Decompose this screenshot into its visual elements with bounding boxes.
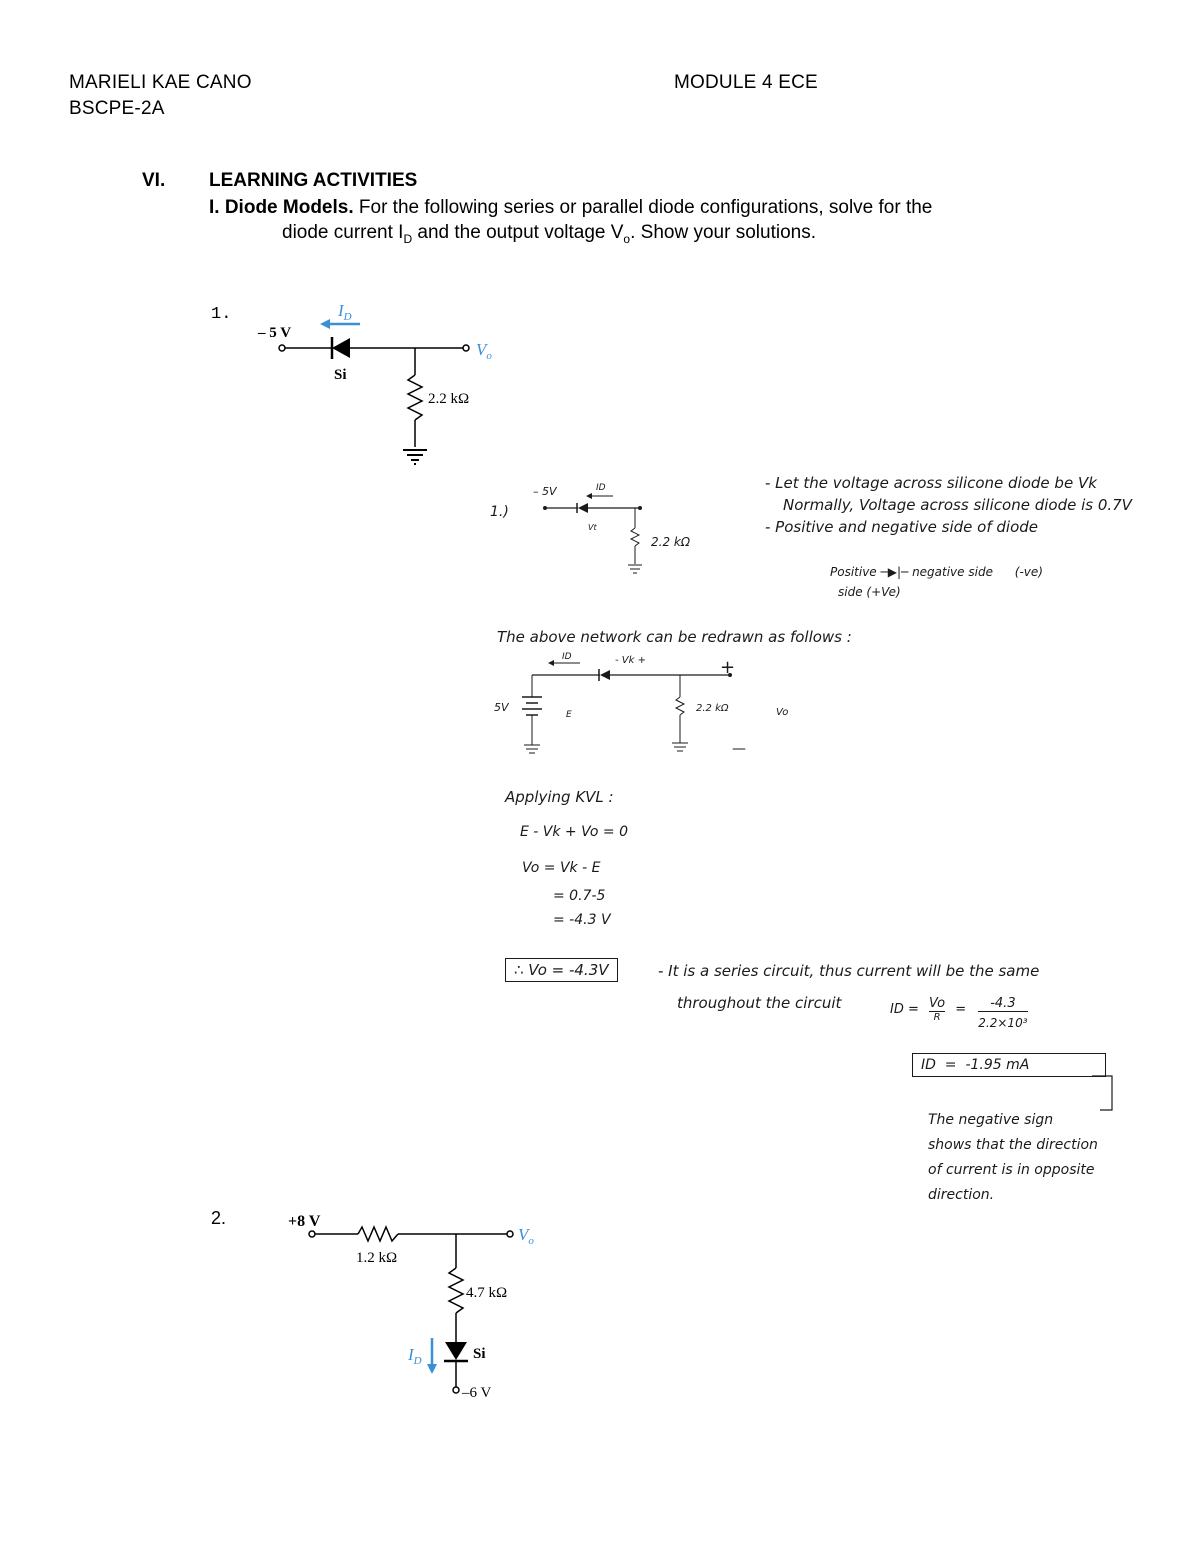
instructions-text-2e: . Show your solutions. bbox=[630, 222, 816, 243]
problem-1-number: 1. bbox=[211, 305, 232, 324]
s1-negative-note-4: direction. bbox=[928, 1187, 995, 1203]
s1-series-note-2: throughout the circuit bbox=[677, 994, 842, 1012]
s1-redraw-resistor bbox=[676, 697, 684, 715]
p2-resistor-1 bbox=[358, 1227, 398, 1241]
problem-2-number: 2. bbox=[211, 1208, 227, 1228]
instructions-sub-d: D bbox=[403, 231, 413, 246]
s1-diode-polarity bbox=[830, 565, 1043, 579]
s1-kvl-line-4: = -4.3 V bbox=[553, 912, 611, 928]
s1-negative-note bbox=[928, 1108, 1098, 1208]
problem-1-circuit bbox=[250, 295, 510, 475]
instructions-text-1: For the following series or parallel diode configurations, solve for the bbox=[358, 197, 933, 218]
instructions-text-2c: and the output voltage V bbox=[412, 222, 624, 243]
instructions-line-2 bbox=[282, 222, 816, 246]
s1-negative-word: negative side bbox=[912, 565, 993, 579]
s1-redraw-vk: - Vk + bbox=[615, 655, 646, 666]
s1-notes bbox=[765, 472, 1132, 538]
p1-resistor bbox=[408, 375, 422, 420]
p2-output-label: $V_o$ bbox=[518, 1225, 534, 1247]
s1-redraw-vo: Vo bbox=[776, 707, 789, 718]
p2-source-label: +8 V bbox=[288, 1213, 321, 1230]
s1-kvl-line-1: E - Vk + Vo = 0 bbox=[520, 824, 628, 840]
p2-r2-label: 4.7 kΩ bbox=[466, 1285, 508, 1301]
p2-current-arrow bbox=[427, 1338, 437, 1374]
instructions-sub-o: o bbox=[623, 231, 631, 246]
s1-id-den: R bbox=[933, 1012, 941, 1023]
s1-redraw-current: ID bbox=[562, 652, 572, 662]
p1-source-terminal bbox=[279, 345, 285, 351]
s1-source: – 5V bbox=[533, 485, 557, 498]
s1-negative-sign: (-ve) bbox=[1014, 565, 1043, 579]
s1-current: ID bbox=[596, 483, 606, 493]
s1-redraw-plus: + bbox=[720, 657, 736, 678]
p1-output-label: $V_o$ bbox=[476, 340, 492, 362]
s1-redraw-source: 5V bbox=[494, 701, 509, 714]
s1-label: 1.) bbox=[490, 504, 509, 520]
s1-answer-vo: ∴ Vo = -4.3V bbox=[505, 958, 618, 982]
s1-id-lhs: ID = bbox=[890, 1002, 919, 1017]
problem-2-circuit bbox=[280, 1200, 540, 1410]
p2-r1-label: 1.2 kΩ bbox=[356, 1250, 398, 1266]
s1-series-note-1: - It is a series circuit, thus current will be the same bbox=[658, 962, 1040, 980]
s1-id-den2: 2.2×10³ bbox=[978, 1016, 1028, 1030]
s1-diode-symbol bbox=[578, 503, 588, 513]
p2-bottom-label: –6 V bbox=[462, 1385, 492, 1401]
s1-negative-note-3: of current is in opposite bbox=[928, 1162, 1095, 1178]
p2-bottom-terminal bbox=[453, 1387, 459, 1393]
s1-redraw-e: E bbox=[566, 710, 572, 720]
p2-current-label: $I_D$ bbox=[408, 1345, 422, 1367]
s1-positive-word: Positive bbox=[830, 565, 877, 579]
s1-negative-note-2: shows that the direction bbox=[928, 1137, 1098, 1153]
p1-resistor-label: 2.2 kΩ bbox=[428, 391, 470, 407]
s1-redraw-resistor-label: 2.2 kΩ bbox=[696, 703, 729, 714]
p2-source-terminal bbox=[309, 1231, 315, 1237]
s1-id-eq: = bbox=[955, 1002, 967, 1017]
p1-source-label: – 5 V bbox=[258, 325, 292, 341]
module-title: MODULE 4 ECE bbox=[674, 72, 818, 93]
p2-output-terminal bbox=[507, 1231, 513, 1237]
s1-note-3: - Positive and negative side of diode bbox=[765, 518, 1039, 536]
p2-resistor-2 bbox=[449, 1268, 463, 1313]
instructions-text-2a: diode current I bbox=[282, 222, 404, 243]
s1-kvl-line-2: Vo = Vk - E bbox=[522, 860, 601, 876]
instructions-line-1 bbox=[209, 197, 932, 219]
s1-resistor-label: 2.2 kΩ bbox=[651, 535, 691, 549]
p1-current-label: $I_D$ bbox=[338, 301, 352, 323]
s1-note-1: - Let the voltage across silicone diode be Vk bbox=[765, 474, 1097, 492]
p1-diode-symbol bbox=[332, 337, 350, 359]
s1-id-num: Vo bbox=[929, 996, 946, 1011]
s1-redraw-minus: — bbox=[732, 741, 746, 757]
s1-redraw-text: The above network can be redrawn as follows : bbox=[497, 628, 852, 646]
s1-answer-id: ID = -1.95 mA bbox=[912, 1053, 1106, 1077]
p1-current-arrow bbox=[320, 319, 360, 329]
s1-negative-note-1: The negative sign bbox=[928, 1112, 1054, 1128]
section-title: LEARNING ACTIVITIES bbox=[209, 170, 418, 191]
s1-id-num2: -4.3 bbox=[978, 996, 1027, 1012]
s1-polarity-diode-icon: ─▶|─ bbox=[880, 565, 913, 579]
student-name: MARIELI KAE CANO bbox=[69, 72, 252, 93]
s1-kvl-title: Applying KVL : bbox=[505, 788, 614, 806]
p1-diode-type: Si bbox=[334, 367, 347, 383]
s1-redrawn-circuit bbox=[490, 645, 790, 785]
student-section: BSCPE-2A bbox=[69, 98, 165, 119]
solution-1-circuit bbox=[488, 478, 728, 588]
s1-diode-label: Vt bbox=[588, 523, 597, 532]
section-numeral: VI. bbox=[142, 170, 166, 191]
p2-diode-symbol bbox=[444, 1342, 468, 1361]
s1-redraw-diode bbox=[600, 670, 610, 680]
s1-kvl-line-3: = 0.7-5 bbox=[553, 888, 606, 904]
part-label: I. Diode Models. bbox=[209, 197, 354, 218]
s1-resistor bbox=[631, 528, 639, 546]
p2-diode-type: Si bbox=[473, 1346, 486, 1362]
s1-note-2: Normally, Voltage across silicone diode is 0.7V bbox=[783, 496, 1132, 514]
s1-positive-side: side (+Ve) bbox=[838, 585, 901, 599]
s1-id-formula bbox=[890, 996, 1028, 1030]
p1-output-terminal bbox=[463, 345, 469, 351]
p1-ground-symbol bbox=[403, 450, 427, 464]
